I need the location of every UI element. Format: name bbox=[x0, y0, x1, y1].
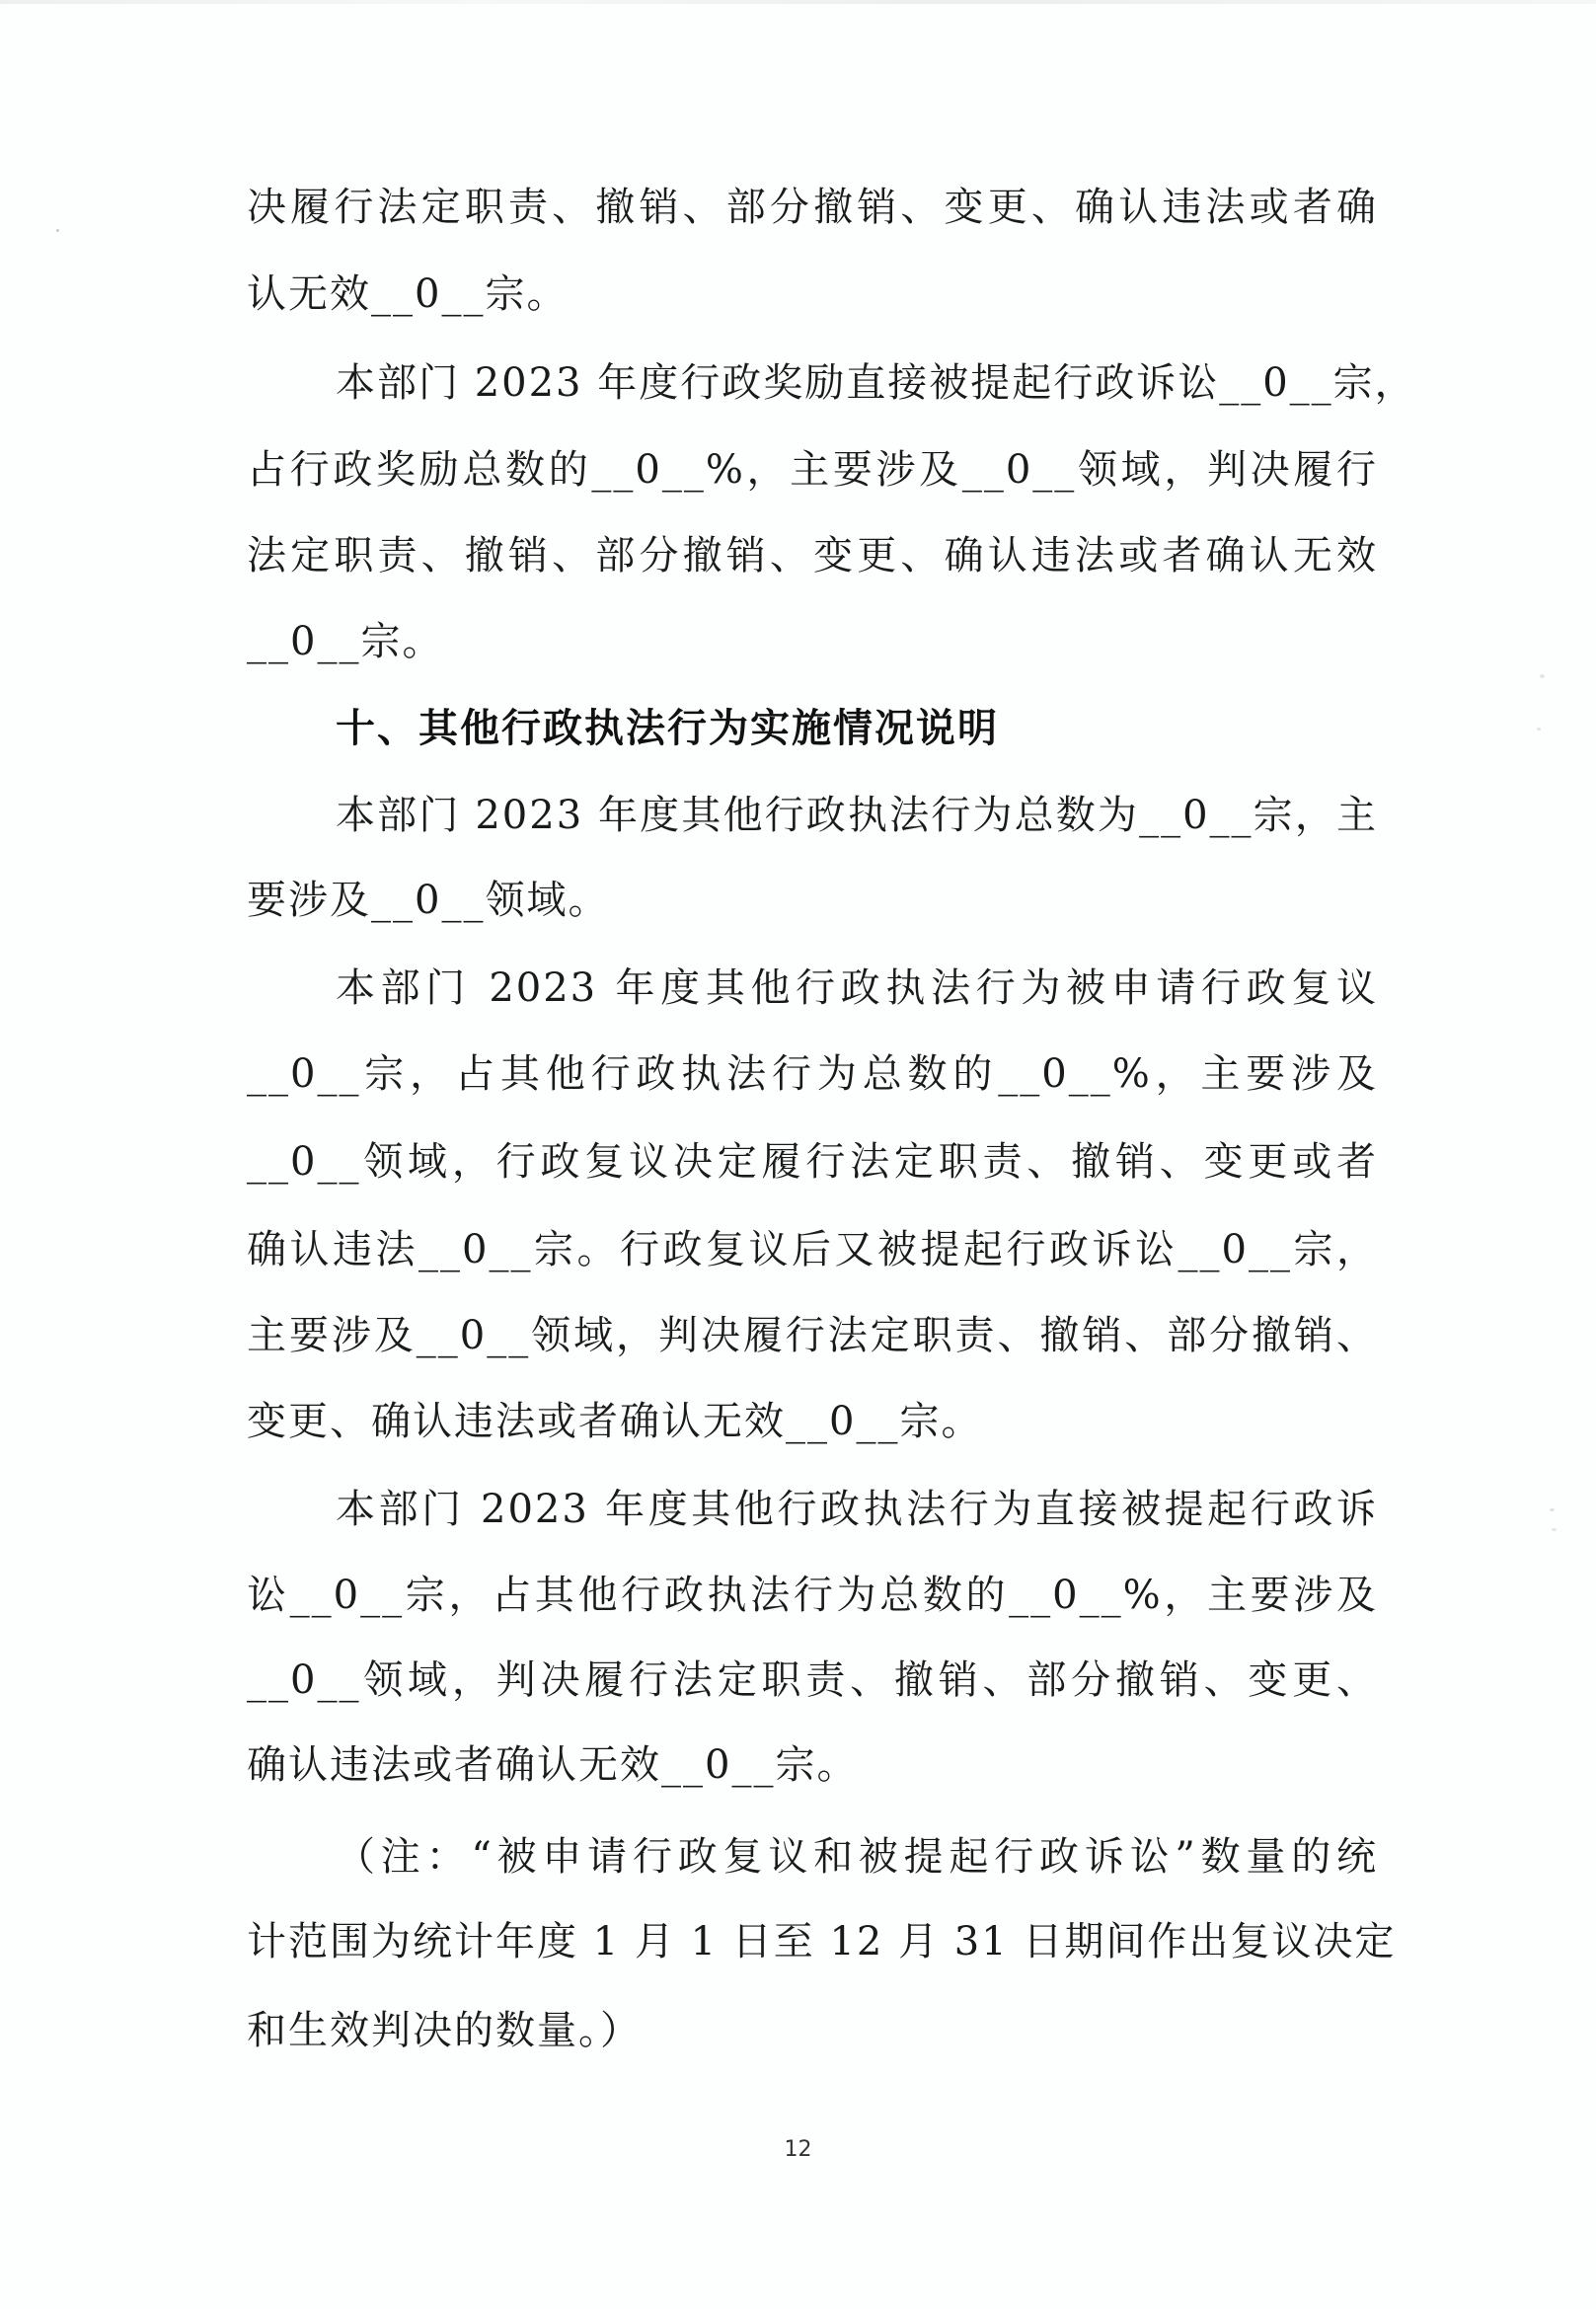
paragraph-line: 确认违法__0__宗。行政复议后又被提起行政诉讼__0__宗， bbox=[247, 1227, 1378, 1272]
scan-speck bbox=[1550, 1508, 1555, 1511]
paragraph-line: __0__宗，占其他行政执法行为总数的__0__%，主要涉及 bbox=[247, 1051, 1378, 1097]
paragraph-line: 变更、确认违法或者确认无效__0__宗。 bbox=[247, 1399, 983, 1444]
note-line: 计范围为统计年度 1 月 1 日至 12 月 31 日期间作出复议决定 bbox=[247, 1919, 1397, 1964]
paragraph-line: 法定职责、撤销、部分撤销、变更、确认违法或者确认无效 bbox=[247, 533, 1378, 578]
paragraph-line: 本部门 2023 年度行政奖励直接被提起行政诉讼__0__宗， bbox=[336, 360, 1416, 406]
paragraph-line: 决履行法定职责、撤销、部分撤销、变更、确认违法或者确 bbox=[247, 185, 1378, 230]
scan-speck bbox=[1540, 674, 1545, 678]
paragraph-line: 认无效__0__宗。 bbox=[247, 271, 569, 317]
section-heading: 十、其他行政执法行为实施情况说明 bbox=[336, 706, 999, 751]
paragraph-line: 本部门 2023 年度其他行政执法行为被申请行政复议 bbox=[336, 965, 1378, 1011]
scan-speck bbox=[1537, 728, 1541, 731]
paragraph-line: 要涉及__0__领域。 bbox=[247, 878, 610, 923]
note-line: （注：“被申请行政复议和被提起行政诉讼”数量的统 bbox=[336, 1834, 1378, 1880]
paragraph-line: __0__宗。 bbox=[247, 619, 444, 664]
paragraph-line: 占行政奖励总数的__0__%，主要涉及__0__领域，判决履行 bbox=[247, 447, 1378, 493]
paragraph-line: 讼__0__宗，占其他行政执法行为总数的__0__%，主要涉及 bbox=[247, 1573, 1378, 1618]
page-number: 12 bbox=[784, 2137, 812, 2162]
document-page bbox=[247, 0, 1416, 2309]
paragraph-line: 确认违法或者确认无效__0__宗。 bbox=[247, 1742, 859, 1788]
note-line: 和生效判决的数量。） bbox=[247, 2008, 642, 2053]
paragraph-line: __0__领域，行政复议决定履行法定职责、撤销、变更或者 bbox=[247, 1139, 1378, 1185]
paragraph-line: __0__领域，判决履行法定职责、撤销、部分撤销、变更、 bbox=[247, 1657, 1378, 1703]
paragraph-line: 本部门 2023 年度其他行政执法行为直接被提起行政诉 bbox=[336, 1487, 1378, 1532]
paragraph-line: 本部门 2023 年度其他行政执法行为总数为__0__宗，主 bbox=[336, 793, 1378, 838]
scan-speck bbox=[56, 229, 59, 232]
scan-speck bbox=[1552, 1528, 1557, 1531]
paragraph-line: 主要涉及__0__领域，判决履行法定职责、撤销、部分撤销、 bbox=[247, 1313, 1378, 1358]
